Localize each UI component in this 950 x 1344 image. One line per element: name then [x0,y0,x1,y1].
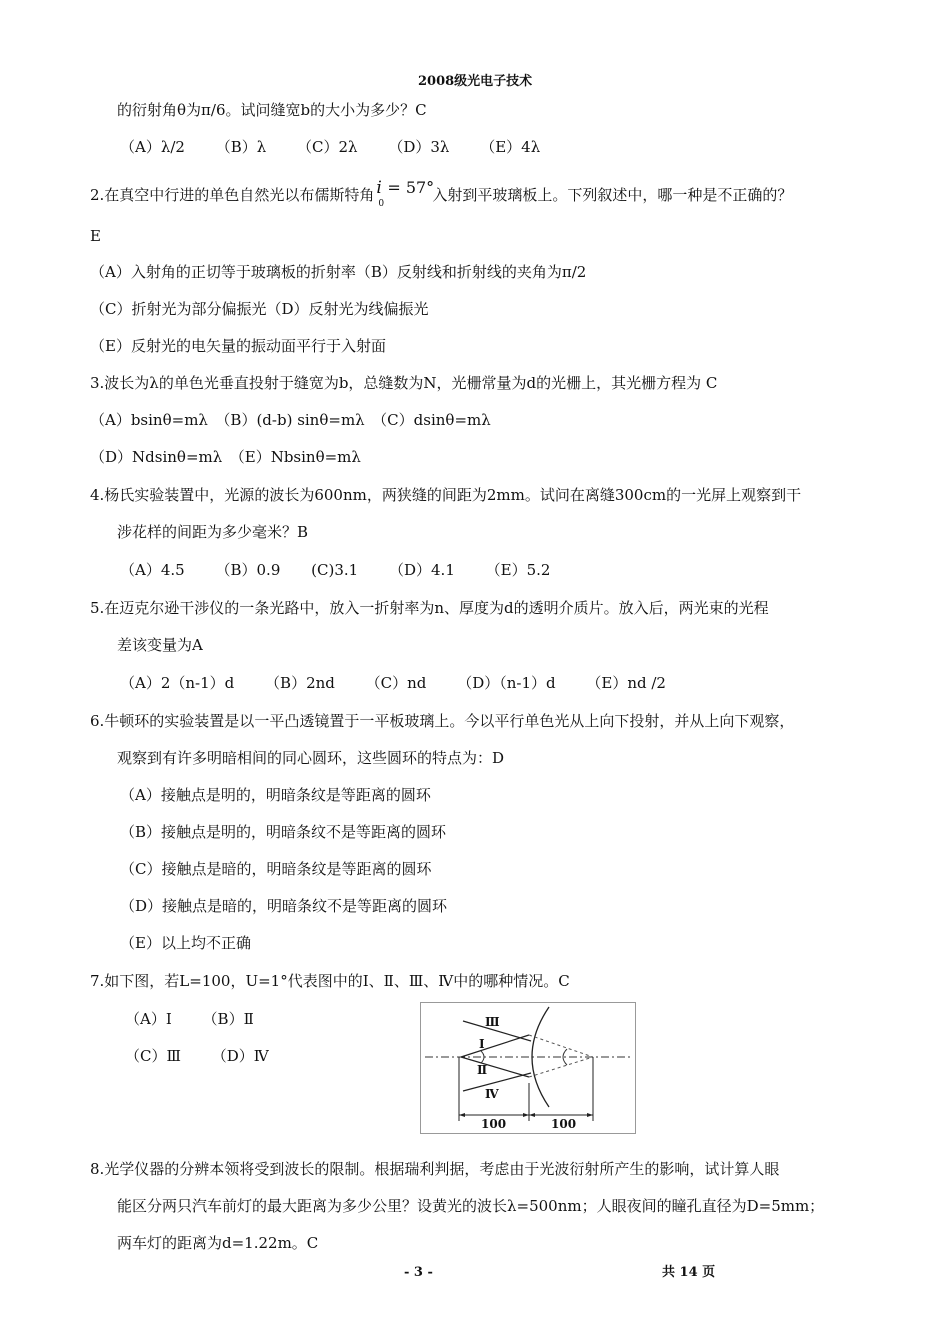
dash-upper [529,1035,593,1057]
arrow-4 [587,1113,593,1117]
q4-stem-line2: 涉花样的间距为多少毫米？B [117,523,309,541]
arrow-1 [459,1113,465,1117]
q2-options-line1: （A）入射角的正切等于玻璃板的折射率（B）反射线和折射线的夹角为π/2 [90,263,587,281]
q7-option-c: （C）Ⅲ [125,1047,181,1065]
q2-options-line3: （E）反射光的电矢量的振动面平行于入射面 [90,337,386,355]
q4-option-d: （D）4.1 [388,561,455,579]
label-i: Ⅰ [479,1037,485,1051]
q6-option-d: （D）接触点是暗的，明暗条纹不是等距离的圆环 [120,897,448,915]
q8-stem-line1: 8.光学仪器的分辨本领将受到波长的限制。根据瑞利判据，考虑由于光波衍射所产生的影响，试计算人眼 [90,1160,780,1178]
label-iv: Ⅳ [485,1087,499,1101]
angle-arc-left [481,1051,484,1063]
q2-formula [374,178,435,209]
q4-options [120,560,576,580]
q7-figure [420,1002,636,1134]
q2-answer: E [90,227,101,245]
q5-stem-line2: 差该变量为A [117,636,203,654]
q7-stem: 7.如下图，若L=100，U=1°代表图中的Ⅰ、Ⅱ、Ⅲ、Ⅳ中的哪种情况。C [90,972,570,990]
q7-option-b: （B）Ⅱ [202,1010,254,1028]
q1-option-c: （C）2λ [297,138,358,156]
arrow-3 [529,1113,535,1117]
q6-option-c: （C）接触点是暗的，明暗条纹是等距离的圆环 [120,860,432,878]
q7-options-line2 [125,1046,295,1066]
dim-label-right: 100 [551,1117,577,1131]
q4-option-a: （A）4.5 [120,561,185,579]
q4-option-e: （E）5.2 [485,561,551,579]
page-total: 共 14 页 [662,1265,716,1280]
q4-option-b: （B）0.9 [215,561,281,579]
page-header-title: 2008级光电子技术 [418,74,533,89]
q8-stem-line3: 两车灯的距离为d=1.22m。C [117,1234,319,1252]
q4-option-c: (C)3.1 [311,561,359,579]
q7-option-d: （D）Ⅳ [211,1047,269,1065]
q2-stem-b: 入射到平玻璃板上。下列叙述中，哪一种是不正确的？ [432,186,793,204]
q5-options [120,673,692,693]
q5-option-d: （D）（n-1）d [457,674,556,692]
q8-stem-line2: 能区分两只汽车前灯的最大距离为多少公里？设黄光的波长λ=500nm；人眼夜间的瞳孔直径为D=5mm； [117,1197,825,1215]
q5-option-a: （A）2（n-1）d [120,674,235,692]
q6-option-e: （E）以上均不正确 [120,934,251,952]
q3-options-line2: （D）Ndsinθ=mλ （E）Nbsinθ=mλ [90,448,361,466]
q3-stem: 3.波长为λ的单色光垂直投射于缝宽为b，总缝数为N，光栅常量为d的光栅上，其光栅方程为 C [90,374,718,392]
page-number: - 3 - [404,1265,433,1280]
q6-option-a: （A）接触点是明的，明暗条纹是等距离的圆环 [120,786,431,804]
q4-stem-line1: 4.杨氏实验装置中，光源的波长为600nm，两狭缝的间距为2mm。试问在离缝300cm的一光屏上观察到干 [90,486,802,504]
q1-option-b: （B）λ [215,138,267,156]
q5-option-b: （B）2nd [265,674,335,692]
ray-upper [461,1035,529,1057]
q5-stem-line1: 5.在迈克尔逊干涉仪的一条光路中，放入一折射率为n、厚度为d的透明介质片。放入后，两光束的光程 [90,599,769,617]
q2-formula-eq: = 57° [387,178,435,197]
q7-options-line1 [125,1009,280,1029]
dash-lower [529,1057,593,1077]
q6-stem-line2: 观察到有许多明暗相间的同心圆环，这些圆环的特点为：D [117,749,505,767]
label-iii: Ⅲ [485,1015,500,1029]
q2-stem-a: 2.在真空中行进的单色自然光以布儒斯特角 [90,186,375,204]
dim-label-left: 100 [481,1117,507,1131]
q6-stem-line1: 6.牛顿环的实验装置是以一平凸透镜置于一平板玻璃上。今以平行单色光从上向下投射，并从上向下观察， [90,712,795,730]
q1-option-e: （E）4λ [480,138,541,156]
q2-stem [90,178,793,209]
q1-continuation: 的衍射角θ为π/6。试问缝宽b的大小为多少？C [117,101,427,119]
q1-option-d: （D）3λ [388,138,450,156]
q1-option-a: （A）λ/2 [120,138,185,156]
q5-option-c: （C）nd [365,674,427,692]
ray-lower [461,1057,529,1077]
arrow-2 [523,1113,529,1117]
q2-formula-i: i [376,178,382,198]
q3-options-line1: （A）bsinθ=mλ （B）(d-b) sinθ=mλ （C）dsinθ=mλ [90,411,491,429]
q5-option-e: （E）nd /2 [586,674,666,692]
q2-options-line2: （C）折射光为部分偏振光（D）反射光为线偏振光 [90,300,429,318]
q2-formula-sub: 0 [378,199,385,209]
q7-option-a: （A）Ⅰ [125,1010,172,1028]
q7-diagram [421,1003,635,1133]
label-ii: Ⅱ [477,1063,488,1077]
q6-option-b: （B）接触点是明的，明暗条纹不是等距离的圆环 [120,823,447,841]
q1-options [120,137,566,157]
